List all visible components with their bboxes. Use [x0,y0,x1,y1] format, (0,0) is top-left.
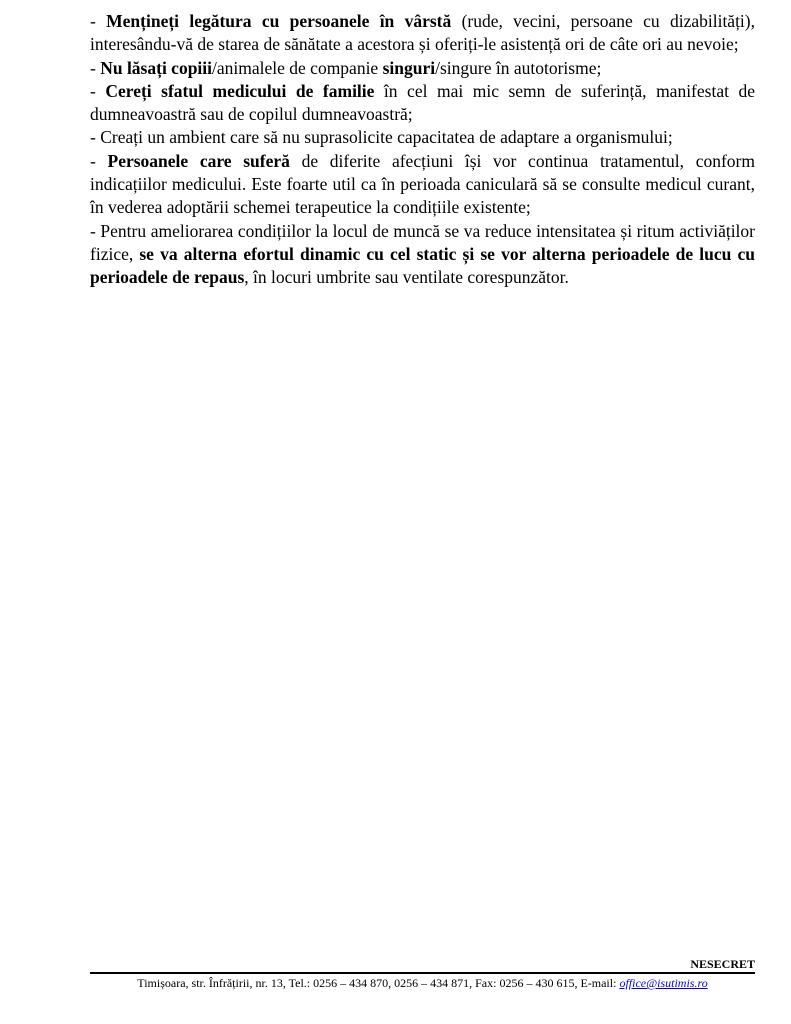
text-run: , în locuri umbrite sau ventilate corespunzător. [244,267,569,288]
bullet-paragraph [90,80,755,127]
text-run: (rude, vecini, persoane cu dizabilități), interesându-vă de starea de sănătate a acestora și oferiți-le asistență ori de câte ori au nevoie; [90,11,755,55]
bold-text-run: Mențineți legătura cu persoanele în vârstă [106,11,452,31]
address-text: Timișoara, str. Înfrățirii, nr. 13, Tel.: 0256 – 434 870, 0256 – 434 871, Fax: 0256 – 430 615, E-mail: [137,976,620,990]
classification-label: NESECRET [690,957,755,971]
body-text [90,10,755,290]
text-run: - Pentru ameliorarea condițiilor la locul de muncă se va reduce intensitatea și ritum activiăților fizice, [90,220,755,264]
bold-text-run: singuri [382,57,436,78]
text-run: /animalele de companie [212,57,383,78]
text-run: - Creați un ambient care să nu suprasolicite capacitatea de adaptare a organismului; [90,127,673,148]
email-link[interactable]: office@isutimis.ro [619,976,708,990]
bullet-paragraph [90,126,755,149]
bullet-paragraph [90,57,755,80]
text-run: de diferite afecțiuni își vor continua tratamentul, conform indicațiilor medicului. Este foarte util ca în perioada caniculară să se consulte medicul curant, în vederea adoptării schemei terapeutice la condițiile existente; [90,150,755,218]
footer-address [90,976,755,991]
text-run: în cel mai mic semn de suferință, manifestat de dumneavoastră sau de copilul dumneavoastră; [90,80,755,125]
text-run: - [90,11,107,31]
text-run: /singure în autotorisme; [435,57,602,78]
bold-text-run: Nu lăsați copiii [100,57,213,78]
text-run: - [90,150,108,171]
text-run: - [90,80,106,101]
text-run: - [90,57,101,78]
footer-divider [90,972,755,974]
bold-text-run: se va alterna efortul dinamic cu cel static și se vor alterna perioadele de lucu cu perioadele de repaus [90,243,756,288]
bullet-paragraph [90,10,755,57]
bold-text-run: Cereți sfatul medicului de familie [105,80,375,101]
bullet-paragraph [90,220,755,290]
bold-text-run: Persoanele care suferă [107,150,290,171]
bullet-paragraph [90,150,755,220]
